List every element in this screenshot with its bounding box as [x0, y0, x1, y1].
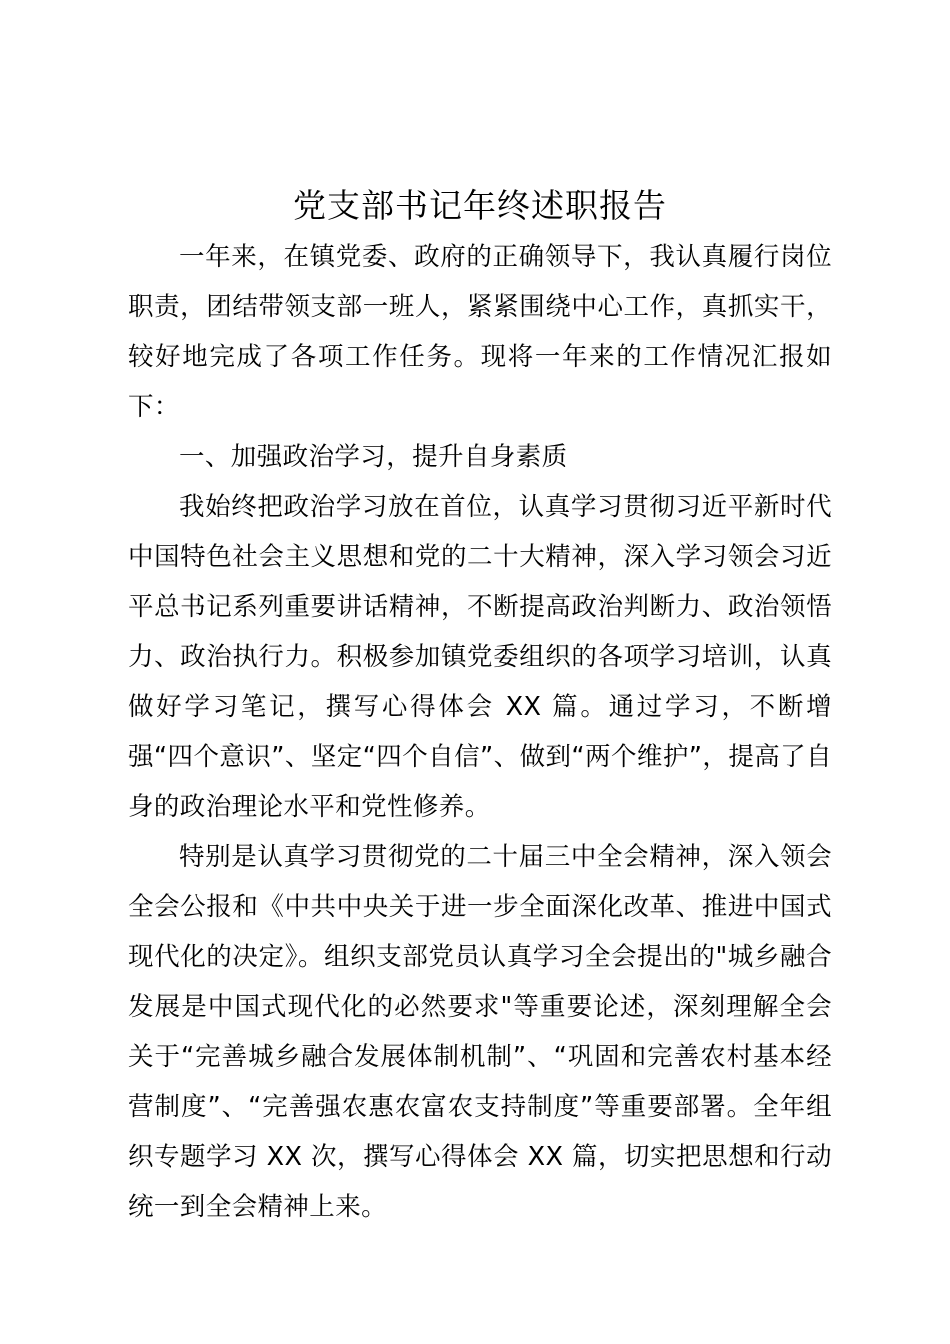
body-paragraph: 特别是认真学习贯彻党的二十届三中全会精神，深入领会全会公报和《中共中央关于进一步全面深化改革、推进中国式现代化的决定》。组织支部党员认真学习全会提出的"城乡融合发展是中国式现代化的必然要求"等重要论述，深刻理解全会关于“完善城乡融合发展体制机制”、“巩固和完善农村基本经营制度”、“完善强农惠农富农支持制度”等重要部署。全年组织专题学习 XX 次，撰写心得体会 XX 篇，切实把思想和行动统一到全会精神上来。 [128, 842, 832, 1222]
body-paragraph: 我始终把政治学习放在首位，认真学习贯彻习近平新时代中国特色社会主义思想和党的二十大精神，深入学习领会习近平总书记系列重要讲话精神，不断提高政治判断力、政治领悟力、政治执行力。积极参加镇党委组织的各项学习培训，认真做好学习笔记，撰写心得体会 XX 篇。通过学习，不断增强“四个意识”、坚定“四个自信”、做到“两个维护”，提高了自身的政治理论水平和党性修养。 [128, 492, 832, 822]
document-title: 党支部书记年终述职报告 [293, 186, 667, 225]
section-heading: 一、加强政治学习，提升自身素质 [179, 442, 568, 472]
document-page [128, 180, 832, 1232]
intro-paragraph: 一年来，在镇党委、政府的正确领导下，我认真履行岗位职责，团结带领支部一班人，紧紧围绕中心工作，真抓实干，较好地完成了各项工作任务。现将一年来的工作情况汇报如下： [128, 242, 832, 422]
